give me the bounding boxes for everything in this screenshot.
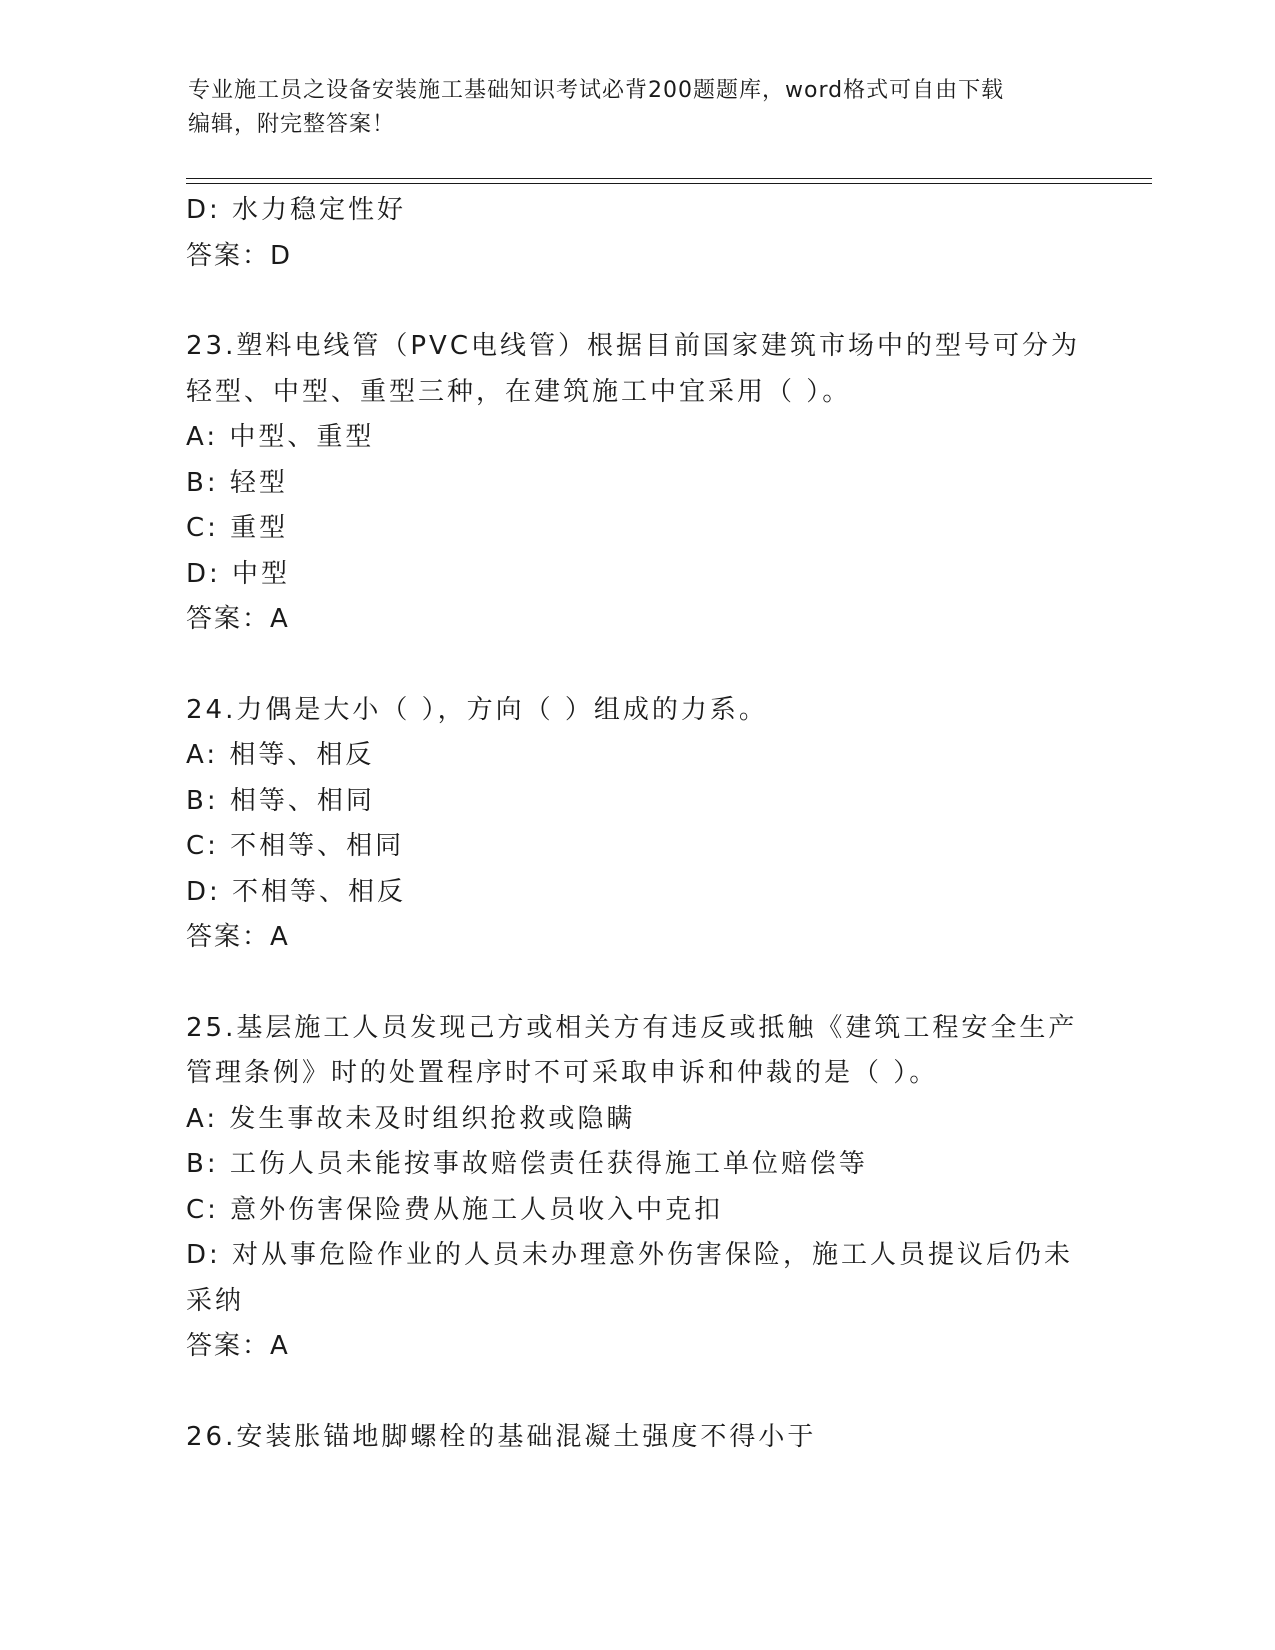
option-d-cont: 采纳 (186, 1285, 245, 1316)
option-c: C: 意外伤害保险费从施工人员收入中克扣 (186, 1194, 724, 1225)
question-stem-cont: 管理条例》时的处置程序时不可采取申诉和仲裁的是（ ）。 (186, 1058, 939, 1088)
question-stem: 23.塑料电线管（PVC电线管）根据目前国家建筑市场中的型号可分为 (186, 331, 1080, 361)
question-23 (186, 324, 1086, 643)
question-stem-cont: 轻型、中型、重型三种，在建筑施工中宜采用（ ）。 (186, 376, 852, 407)
option-a: A: 中型、重型 (186, 422, 375, 452)
option-d: D: 不相等、相反 (186, 876, 407, 907)
option-d: D: 中型 (186, 558, 291, 589)
question-stem: 25.基层施工人员发现己方或相关方有违反或抵触《建筑工程安全生产 (186, 1012, 1078, 1043)
option-c: C: 不相等、相同 (186, 831, 405, 861)
question-stem: 24.力偶是大小（ ），方向（ ）组成的力系。 (186, 694, 768, 725)
header-line-1: 专业施工员之设备安装施工基础知识考试必背200题题库，word格式可自由下载 (188, 78, 1005, 103)
answer: 答案：A (186, 922, 290, 952)
option-d: D: 水力稳定性好 (186, 195, 407, 225)
header-divider-top (186, 178, 1152, 179)
option-b: B: 工伤人员未能按事故赔偿责任获得施工单位赔偿等 (186, 1149, 868, 1179)
question-22-tail (186, 188, 1086, 279)
option-a: A: 相等、相反 (186, 740, 375, 770)
option-b: B: 相等、相同 (186, 785, 375, 816)
option-c: C: 重型 (186, 513, 289, 543)
document-body (186, 188, 1086, 1460)
option-a: A: 发生事故未及时组织抢救或隐瞒 (186, 1103, 636, 1134)
answer: 答案：A (186, 604, 290, 634)
option-d: D: 对从事危险作业的人员未办理意外伤害保险，施工人员提议后仍未 (186, 1240, 1074, 1270)
question-25 (186, 1006, 1086, 1370)
answer: 答案：D (186, 240, 293, 271)
question-24 (186, 688, 1086, 961)
question-stem: 26.安装胀锚地脚螺栓的基础混凝土强度不得小于 (186, 1421, 817, 1452)
option-b: B: 轻型 (186, 467, 288, 498)
header-divider-bottom (186, 183, 1152, 184)
document-header (188, 74, 1088, 142)
header-line-2: 编辑，附完整答案！ (188, 112, 396, 137)
answer: 答案：A (186, 1331, 290, 1361)
question-26 (186, 1415, 1086, 1461)
